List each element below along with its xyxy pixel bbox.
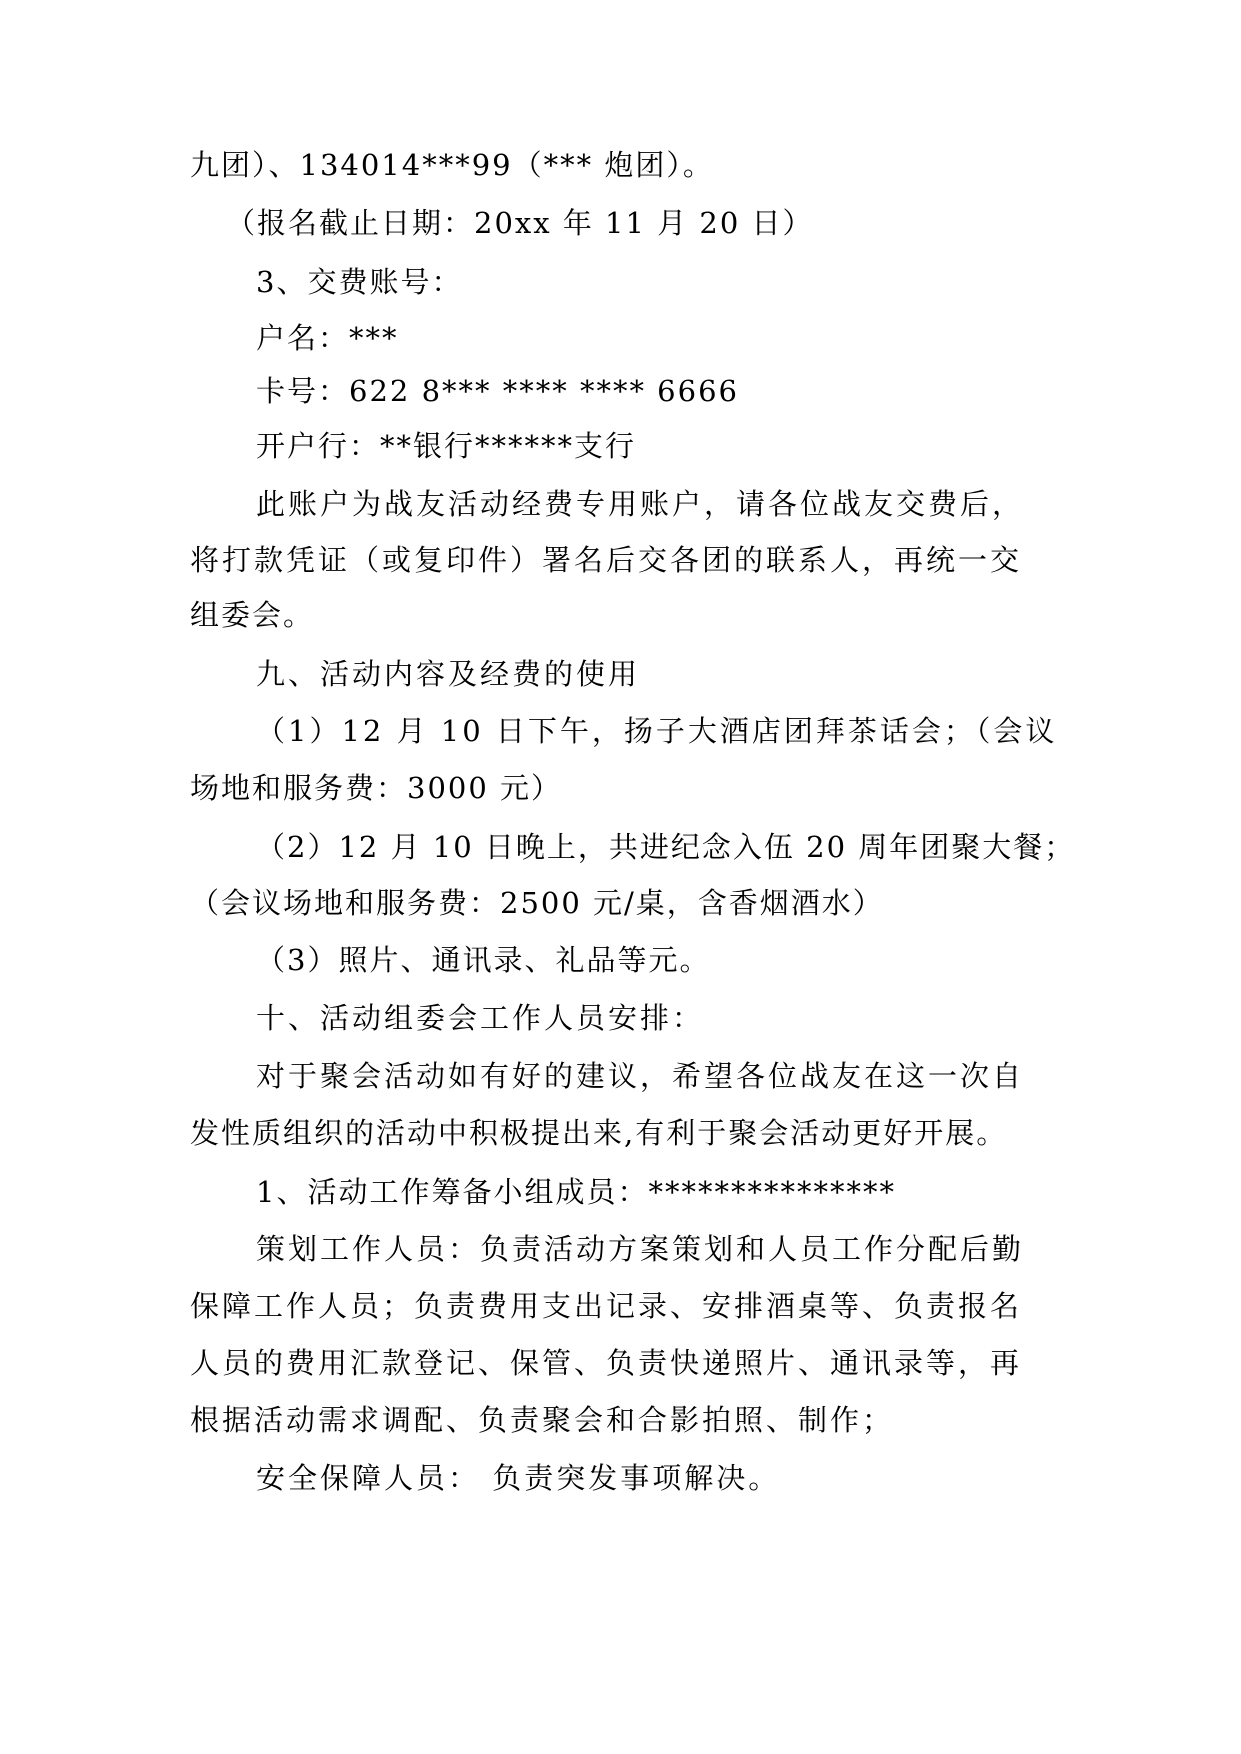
text-line-17: 对于聚会活动如有好的建议，希望各位战友在这一次自 xyxy=(256,1059,1025,1093)
text-line-23: 根据活动需求调配、负责聚会和合影拍照、制作； xyxy=(190,1403,895,1437)
text-line-16: 十、活动组委会工作人员安排： xyxy=(256,1001,705,1035)
text-line-2: （报名截止日期：20xx 年 11 月 20 日） xyxy=(226,206,814,240)
text-line-21: 保障工作人员；负责费用支出记录、安排酒桌等、负责报名 xyxy=(190,1289,1023,1323)
text-line-9: 组委会。 xyxy=(190,598,315,632)
text-line-18: 发性质组织的活动中积极提出来,有利于聚会活动更好开展。 xyxy=(190,1116,1008,1150)
text-line-4: 户名：*** xyxy=(256,321,399,355)
text-line-12: 场地和服务费：3000 元） xyxy=(190,771,563,805)
text-line-24: 安全保障人员： 负责突发事项解决。 xyxy=(256,1461,781,1495)
text-line-13: （2）12 月 10 日晚上，共进纪念入伍 20 周年团聚大餐； xyxy=(256,830,1076,864)
text-line-7: 此账户为战友活动经费专用账户，请各位战友交费后， xyxy=(256,487,1025,521)
text-line-3: 3、交费账号： xyxy=(256,265,463,299)
text-line-15: （3）照片、通讯录、礼品等元。 xyxy=(256,943,711,977)
text-line-22: 人员的费用汇款登记、保管、负责快递照片、通讯录等，再 xyxy=(190,1346,1023,1380)
text-line-10: 九、活动内容及经费的使用 xyxy=(256,657,641,691)
text-line-5: 卡号：622 8*** **** **** 6666 xyxy=(256,374,739,408)
text-line-8: 将打款凭证（或复印件）署名后交各团的联系人，再统一交 xyxy=(190,543,1023,577)
text-line-6: 开户行：**银行******支行 xyxy=(256,429,637,463)
text-line-1: 九团）、134014***99（*** 炮团）。 xyxy=(190,148,714,182)
text-line-19: 1、活动工作筹备小组成员：*************** xyxy=(256,1175,896,1209)
text-line-14: （会议场地和服务费：2500 元/桌，含香烟酒水） xyxy=(190,886,884,920)
text-line-20: 策划工作人员：负责活动方案策划和人员工作分配后勤 xyxy=(256,1232,1025,1266)
text-line-11: （1）12 月 10 日下午，扬子大酒店团拜茶话会；（会议 xyxy=(256,714,1058,748)
